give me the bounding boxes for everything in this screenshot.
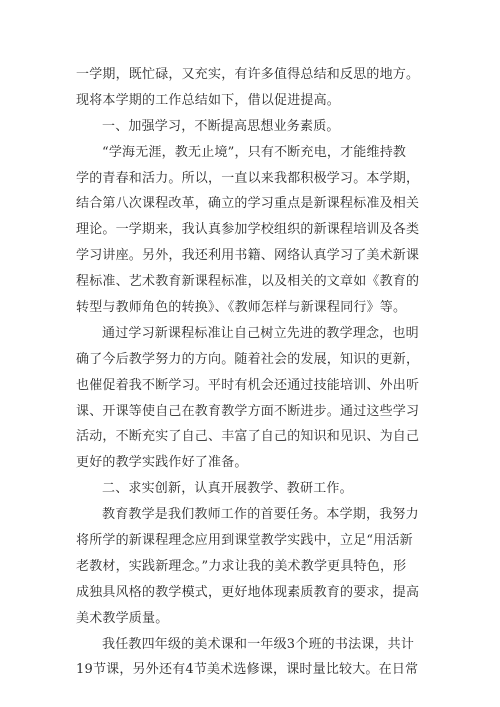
text-line: 更好的教学实践作好了准备。: [76, 455, 248, 471]
text-line: 学的青春和活力。所以，一直以来我都积极学习。本学期，: [76, 170, 420, 186]
text-line: 转型与教师角色的转换》、《教师怎样与新课程同行》等。: [76, 300, 407, 316]
text-line: 老教材，实践新理念。”力求让我的美术教学更具特色，形: [76, 558, 407, 574]
text-line: 我任教四年级的美术课和一年级3个班的书法课，共计: [102, 636, 415, 652]
text-line: 将所学的新课程理念应用到课堂教学实践中，立足“用活新: [76, 533, 413, 549]
text-line: 19节课，另外还有4节美术选修课，课时量比较大。在日常: [76, 662, 419, 678]
text-line: 通过学习新课程标准让自己树立先进的教学理念，也明: [102, 325, 419, 341]
text-line: 美术教学质量。: [76, 610, 169, 626]
text-line: 活动，不断充实了自己、丰富了自己的知识和见识、为自己: [76, 429, 420, 445]
text-line: 课、开课等使自己在教育教学方面不断进步。通过这些学习: [76, 403, 420, 419]
text-line: 确了今后教学努力的方向。随着社会的发展，知识的更新，: [76, 351, 420, 367]
text-line: 也催促着我不断学习。平时有机会还通过技能培训、外出听: [76, 377, 420, 393]
text-line: 学习讲座。另外，我还利用书籍、网络认真学习了美术新课: [76, 248, 420, 264]
text-line: 成独具风格的教学模式，更好地体现素质教育的要求，提高: [76, 584, 420, 600]
text-line: 一学期，既忙碌，又充实，有许多值得总结和反思的地方。: [76, 67, 420, 82]
text-line: 理论。一学期来，我认真参加学校组织的新课程培训及各类: [76, 222, 420, 238]
document-body: [76, 62, 428, 683]
section-heading: 一、加强学习，不断提高思想业务素质。: [102, 118, 340, 134]
text-line: 程标准、艺术教育新课程标准，以及相关的文章如《教育的: [76, 274, 420, 290]
text-line: “学海无涯，教无止境”，只有不断充电，才能维持教: [102, 144, 407, 160]
text-line: 现将本学期的工作总结如下，借以促进提高。: [76, 92, 341, 108]
text-line: 结合第八次课程改革，确立的学习重点是新课程标准及相关: [76, 196, 420, 212]
section-heading: 二、求实创新，认真开展教学、教研工作。: [102, 481, 353, 497]
text-line: 教育教学是我们教师工作的首要任务。本学期，我努力: [102, 507, 419, 523]
